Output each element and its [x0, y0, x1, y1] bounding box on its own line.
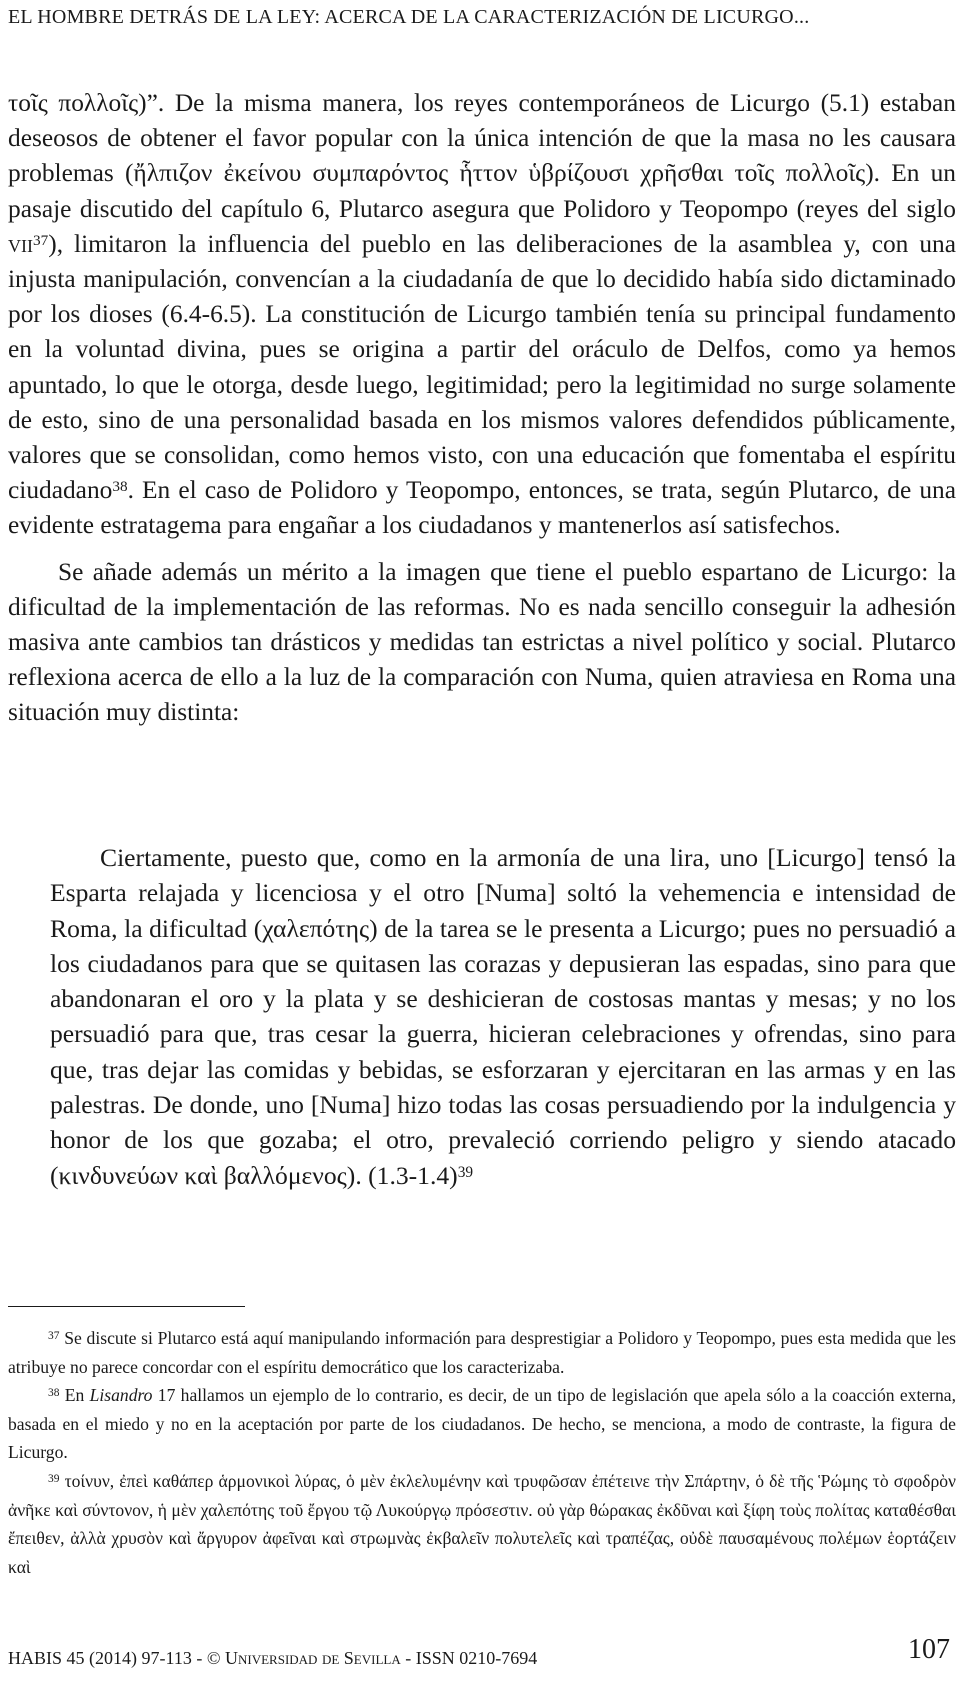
paragraph-2: Se añade además un mérito a la imagen que tiene el pueblo espartano de Licurgo: la dificultad de la implementación de las reformas. No es nada sencillo conseguir la adhesión masiva ante cambios tan drásticos y medidas tan estrictas a nivel político y social. Plutarco reflexiona acerca de ello a la luz de la comparación con Numa, quien atraviesa en Roma una situación muy distinta:: [8, 557, 956, 727]
block-quote: [50, 840, 956, 1193]
text-run: τοῖς πολλοῖς)”. De la misma manera, los reyes contemporáneos de Licurgo (5.1) estaban deseosos de obtener el favor popular con la única intención de que la masa no les causara problemas (ἤλπιζον ἐκείνου συμπαρόντος ἧττον ὑβρίζουσι χρῆσθαι τοῖς πολλοῖς). En un pasaje discutido del capítulo 6, Plutarco asegura que Polidoro y Teopompo (reyes del siglo: [8, 89, 956, 223]
footnote-text: 17 hallamos un ejemplo de lo contrario, es decir, de un tipo de legislación que apela sólo a la coacción externa, basada en el miedo y no en la aceptación por parte de los ciudadanos. De hecho, se menciona, a modo de contraste, la figura de Licurgo.: [8, 1385, 957, 1463]
publisher: Universidad de Sevilla: [225, 1648, 401, 1668]
footnote-38: [8, 1381, 956, 1467]
text-run: . En el caso de Polidoro y Teopompo, entonces, se trata, según Plutarco, de una evidente estratagema para engañar a los ciudadanos y mantenerlos así satisfechos.: [8, 476, 956, 540]
century-numeral: vii: [8, 229, 33, 258]
footnote-number: 37: [48, 1329, 60, 1342]
footnote-37: [8, 1324, 956, 1381]
footnote-text-lead: En: [64, 1385, 90, 1406]
footnotes: [8, 1324, 956, 1581]
main-text: [8, 86, 956, 731]
running-header: EL HOMBRE DETRÁS DE LA LEY: ACERCA DE LA CARACTERIZACIÓN DE LICURGO...: [8, 6, 810, 28]
footnote-number: 39: [48, 1472, 60, 1485]
footnote-39: [8, 1467, 956, 1581]
issn: - ISSN 0210-7694: [400, 1648, 538, 1668]
footnote-ref-37[interactable]: 37: [33, 231, 49, 249]
footnote-ref-39[interactable]: 39: [457, 1163, 474, 1181]
quote-text: Ciertamente, puesto que, como en la armonía de una lira, uno [Licurgo] tensó la Esparta relajada y licenciosa y el otro [Numa] soltó la vehemencia e intensidad de Roma, la dificultad (χαλεπότης) de la tarea se le presenta a Licurgo; pues no persuadió a los ciudadanos para que se quitasen las corazas y depusieran las espadas, sino para que abandonaran el oro y la plata y se deshicieran de costosas mantas y mesas; y no los persuadió para que, tras cesar la guerra, hicieran celebraciones y ofrendas, sino para que, tras dejar las comidas y bebidas, se esforzaran y ejercitaran en las armas y en las palestras. De donde, uno [Numa] hizo todas las cosas persuadiendo por la indulgencia y honor de los que gozaba; el otro, prevaleció corriendo peligro y siendo atacado (κινδυνεύων καὶ βαλλόμενος). (1.3-1.4): [50, 843, 956, 1190]
footnote-ref-38[interactable]: 38: [112, 478, 128, 496]
footnote-text: Se discute si Plutarco está aquí manipulando información para desprestigiar a Polidoro y Teopompo, pues esta medida que les atribuye no parece concordar con el espíritu democrático que los caracterizaba.: [8, 1328, 956, 1377]
text-run: ), limitaron la influencia del pueblo en las deliberaciones de la asamblea y, con una injusta manipulación, convencían a la ciudadanía de que lo decidido había sido dictaminado por los dioses (6.4-6.5). La constitución de Licurgo también tenía su principal fundamento en la voluntad divina, pues se origina a partir del oráculo de Delfos, como ya hemos apuntado, lo que le otorga, desde luego, legitimidad; pero la legitimidad no surge solamente de esto, sino de una personalidad basada en los mismos valores defendidos públicamente, valores que se consolidan, como hemos visto, con una educación que fomentaba el espíritu ciudadano: [8, 229, 956, 505]
page-number: 107: [908, 1634, 950, 1665]
footnote-text: τοίνυν, ἐπεὶ καθάπερ ἁρμονικοὶ λύρας, ὁ μὲν ἐκλελυμένην καὶ τρυφῶσαν ἐπέτεινε τὴν Σπάρτην, ὁ δὲ τῆς Ῥώμης τὸ σφοδρὸν ἀνῆκε καὶ σύντονον, ἡ μὲν χαλεπότης τοῦ ἔργου τῷ Λυκούργῳ πρόσεστιν. οὐ γὰρ θώρακας ἐκδῦναι καὶ ξίφη τοὺς πολίτας καταθέσθαι ἔπειθεν, ἀλλὰ χρυσὸν καὶ ἄργυρον ἀφεῖναι καὶ στρωμνὰς ἐκβαλεῖν πολυτελεῖς καὶ τραπέζας, οὐδὲ παυσαμένους πολέμων ἑορτάζειν καὶ: [8, 1470, 956, 1577]
page-footer: [8, 1648, 537, 1669]
journal-citation: HABIS 45 (2014) 97-113 - ©: [8, 1648, 225, 1668]
work-title: Lisandro: [89, 1385, 153, 1406]
footnote-divider: [8, 1306, 245, 1307]
paragraph-1: [8, 86, 956, 544]
footnote-number: 38: [48, 1387, 60, 1400]
